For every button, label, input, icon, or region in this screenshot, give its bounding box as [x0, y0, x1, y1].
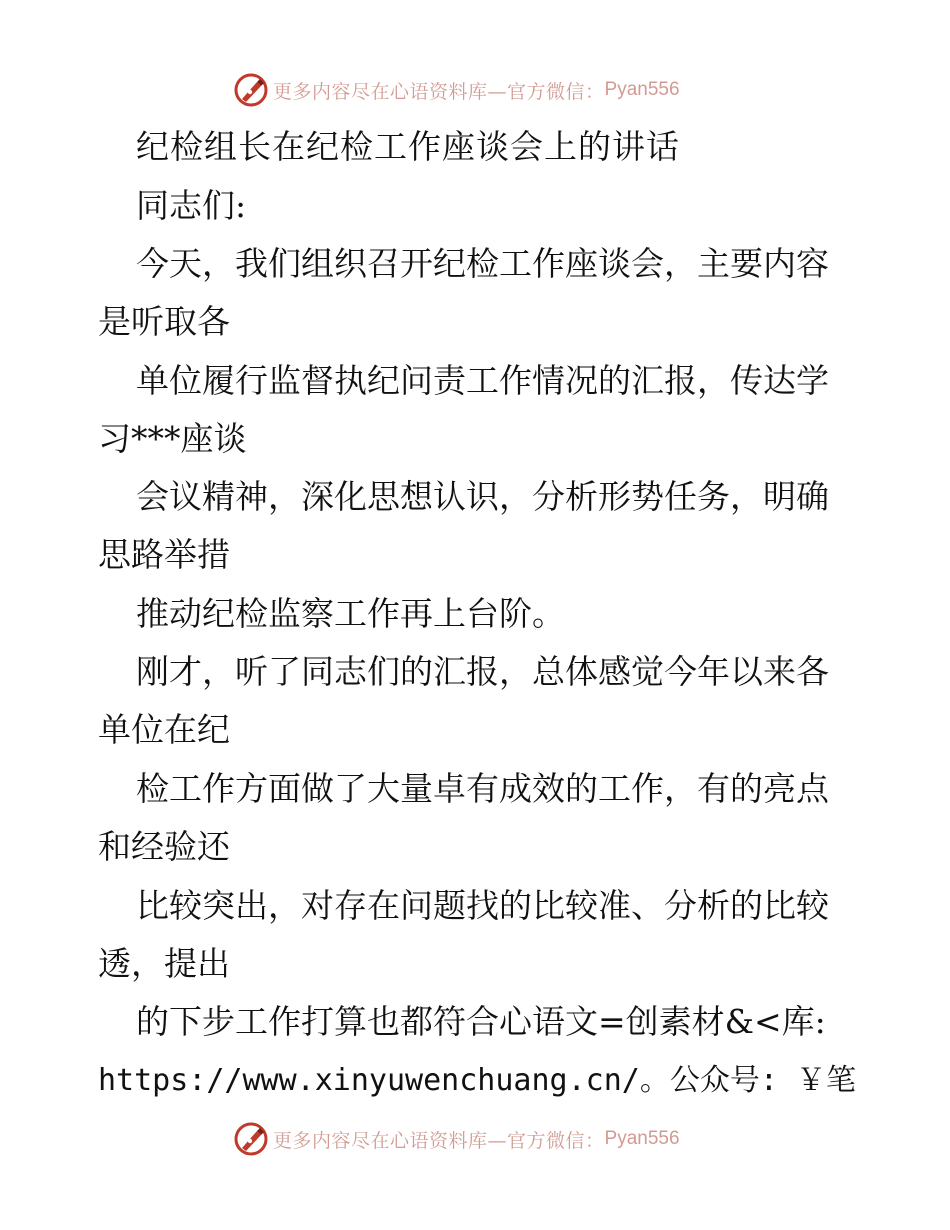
paragraph-line: 检工作方面做了大量卓有成效的工作，有的亮点: [136, 769, 829, 808]
paragraph-line: 的下步工作打算也都符合心语文=创素材&<库:: [136, 1002, 826, 1041]
paragraph-line: 比较突出，对存在问题找的比较准、分析的比较: [136, 886, 829, 925]
paragraph-line: 今天，我们组织召开纪检工作座谈会，主要内容: [136, 244, 829, 283]
paragraph-line-url: https://www.xinyuwenchuang.cn/。公众号: ￥笔: [98, 1063, 856, 1098]
salutation: 同志们:: [136, 186, 247, 225]
document-title: 纪检组长在纪检工作座谈会上的讲话: [136, 127, 680, 166]
paragraph-line: 单位履行监督执纪问责工作情况的汇报，传达学: [136, 361, 829, 400]
paragraph-line: 习***座谈: [98, 419, 247, 458]
paragraph-line: 是听取各: [98, 302, 230, 341]
footer-watermark: [233, 1121, 680, 1157]
paragraph-line: 和经验还: [98, 827, 230, 866]
paragraph-line: 刚才，听了同志们的汇报，总体感觉今年以来各: [136, 652, 829, 691]
watermark-text: 更多内容尽在心语资料库—官方微信：: [273, 1129, 605, 1152]
paragraph-line: 推动纪检监察工作再上台阶。: [136, 594, 565, 633]
paragraph-line: 思路举措: [98, 535, 230, 574]
pen-logo-icon: [233, 72, 269, 108]
header-watermark: [233, 72, 680, 108]
paragraph-line: 单位在纪: [98, 710, 230, 749]
watermark-wechat-id: Pyan556: [604, 1128, 680, 1149]
paragraph-line: 会议精神，深化思想认识，分析形势任务，明确: [136, 477, 829, 516]
watermark-wechat-id: Pyan556: [604, 79, 680, 100]
pen-logo-icon: [233, 1121, 269, 1157]
watermark-text: 更多内容尽在心语资料库—官方微信：: [273, 80, 605, 103]
paragraph-line: 透，提出: [98, 944, 230, 983]
